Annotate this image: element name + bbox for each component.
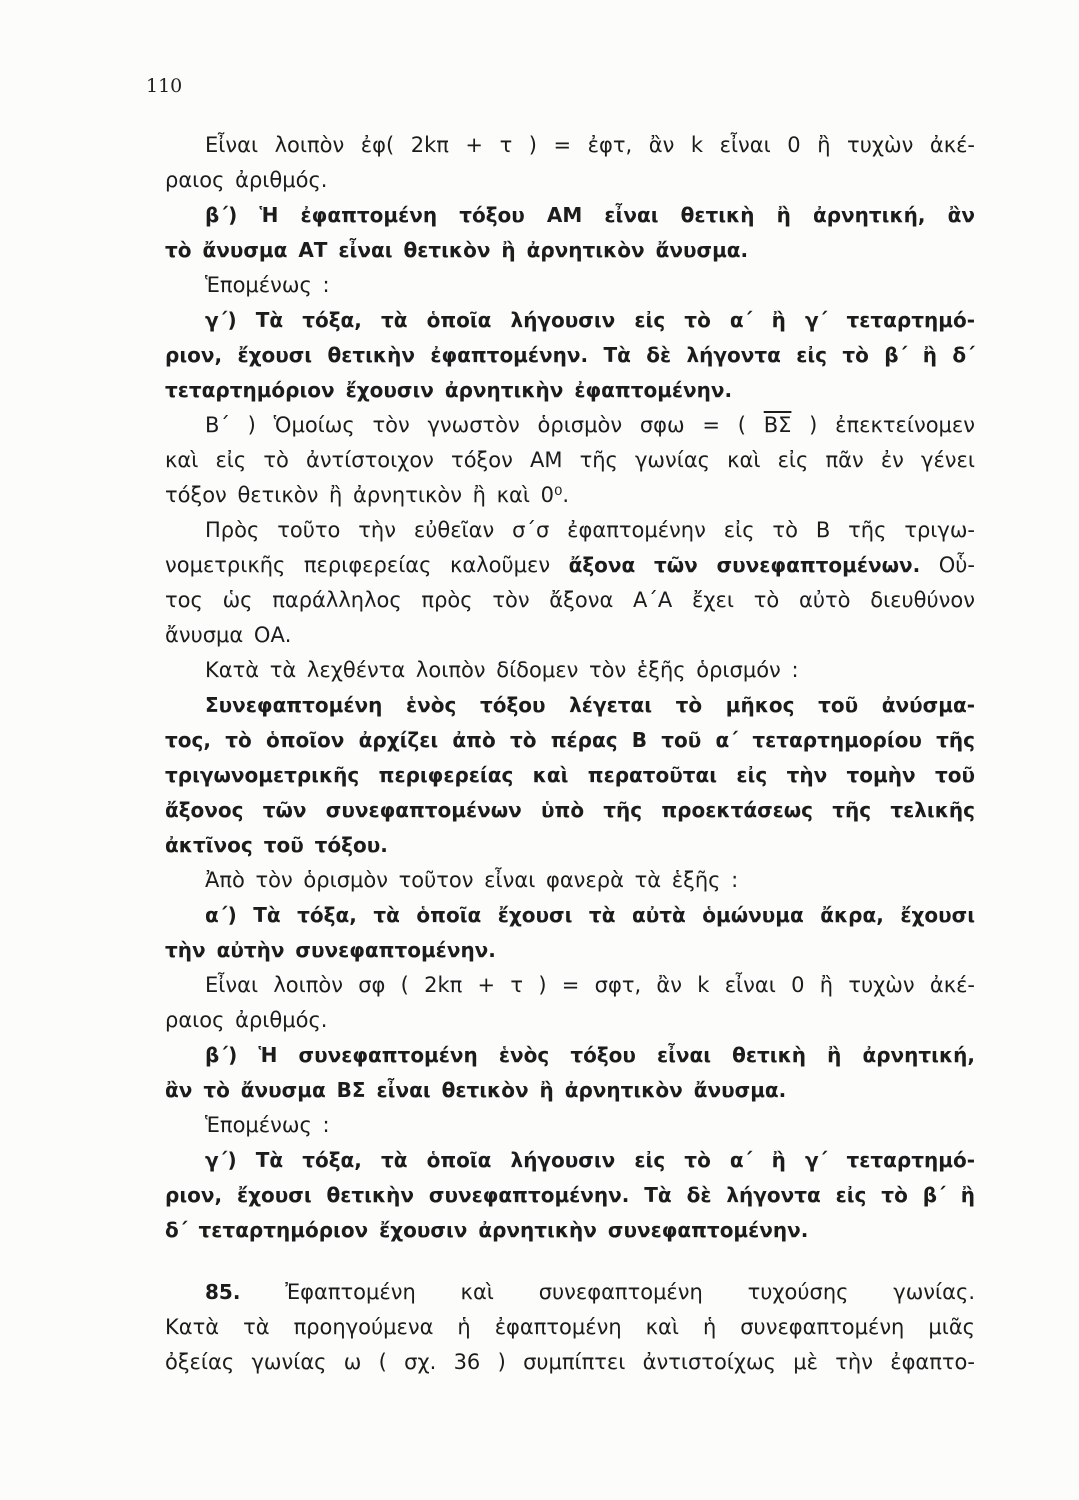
text-line: τος ὡς παράλληλος πρὸς τὸν ἄξονα Α΄Α ἔχει τὸ αὐτὸ διευθύνον (165, 588, 975, 612)
text-line: ὀξείας γωνίας ω ( σχ. 36 ) συμπίπτει ἀντιστοίχως μὲ τὴν ἐφαπτο- (165, 1350, 975, 1374)
bold-text-line: τὴν αὐτὴν συνεφαπτομένην. (165, 938, 496, 962)
text-segment: ) ἐπεκτείνομεν (791, 413, 975, 437)
text-line: ἄνυσμα ΟΑ. (165, 623, 292, 647)
bold-text-line: α΄) Τὰ τόξα, τὰ ὁποῖα ἔχουσι τὰ αὐτὰ ὁμώνυμα ἄκρα, ἔχουσι (205, 903, 975, 927)
section-heading (165, 1275, 975, 1310)
overlined-vector-term: $\overline{B\Sigma}$ (763, 413, 792, 437)
text-line: Ἑπομένως : (205, 1113, 330, 1137)
bold-text-line: γ΄) Τὰ τόξα, τὰ ὁποῖα λήγουσιν εἰς τὸ α΄ ἢ γ΄ τεταρτημό- (205, 1148, 975, 1172)
text-line: ραιος ἀριθμός. (165, 168, 328, 192)
page-body-text (165, 128, 975, 1380)
bold-text-line: β΄) Ἡ ἐφαπτομένη τόξου ΑΜ εἶναι θετικὴ ἢ ἀρνητική, ἂν (205, 203, 975, 227)
section-title: Ἐφαπτομένη καὶ συνεφαπτομένη τυχούσης γωνίας. (240, 1280, 975, 1304)
text-line: Εἶναι λοιπὸν ἐφ( 2kπ + τ ) = ἐφτ, ἂν k εἶναι 0 ἢ τυχὼν ἀκέ- (205, 133, 975, 157)
text-line: τόξον θετικὸν ἢ ἀρνητικὸν ἢ καὶ 0⁰. (165, 483, 570, 507)
text-line: Ἀπὸ τὸν ὁρισμὸν τοῦτον εἶναι φανερὰ τὰ ἑξῆς : (205, 868, 739, 892)
text-line (165, 408, 975, 443)
bold-text-line: ριον, ἔχουσι θετικὴν ἐφαπτομένην. Τὰ δὲ λήγοντα εἰς τὸ β΄ ἢ δ΄ (165, 343, 975, 367)
text-line: Πρὸς τοῦτο τὴν εὐθεῖαν σ΄σ ἐφαπτομένην εἰς τὸ Β τῆς τριγω- (205, 518, 975, 542)
bold-text-line: ἂν τὸ ἄνυσμα ΒΣ εἶναι θετικὸν ἢ ἀρνητικὸν ἄνυσμα. (165, 1078, 787, 1102)
bold-text-line: ριον, ἔχουσι θετικὴν συνεφαπτομένην. Τὰ δὲ λήγοντα εἰς τὸ β΄ ἢ (165, 1183, 975, 1207)
text-segment: νομετρικῆς περιφερείας καλοῦμεν (165, 553, 569, 577)
text-line: καὶ εἰς τὸ ἀντίστοιχον τόξον ΑΜ τῆς γωνίας καὶ εἰς πᾶν ἐν γένει (165, 448, 975, 472)
bold-text-line: τὸ ἄνυσμα ΑΤ εἶναι θετικὸν ἢ ἀρνητικὸν ἄνυσμα. (165, 238, 749, 262)
bold-term: ἄξονα τῶν συνεφαπτομένων. (568, 553, 921, 577)
bold-text-line: γ΄) Τὰ τόξα, τὰ ὁποῖα λήγουσιν εἰς τὸ α΄ ἢ γ΄ τεταρτημό- (205, 308, 975, 332)
page-number: 110 (146, 75, 183, 97)
text-line (165, 548, 975, 583)
definition-line: ἀκτῖνος τοῦ τόξου. (165, 833, 388, 857)
text-line: ραιος ἀριθμός. (165, 1008, 328, 1032)
section-number: 85. (205, 1280, 241, 1304)
bold-text-line: δ΄ τεταρτημόριον ἔχουσιν ἀρνητικὴν συνεφαπτομένην. (165, 1218, 809, 1242)
text-line: Κατὰ τὰ προηγούμενα ἡ ἐφαπτομένη καὶ ἡ συνεφαπτομένη μιᾶς (165, 1315, 975, 1339)
text-segment: Οὗ- (920, 553, 975, 577)
definition-line: τος, τὸ ὁποῖον ἀρχίζει ἀπὸ τὸ πέρας Β τοῦ α΄ τεταρτημορίου τῆς (165, 728, 975, 752)
bold-text-line: β΄) Ἡ συνεφαπτομένη ἑνὸς τόξου εἶναι θετικὴ ἢ ἀρνητική, (205, 1043, 975, 1067)
definition-line: Συνεφαπτομένη ἑνὸς τόξου λέγεται τὸ μῆκος τοῦ ἀνύσμα- (205, 693, 975, 717)
bold-text-line: τεταρτημόριον ἔχουσιν ἀρνητικὴν ἐφαπτομένην. (165, 378, 733, 402)
definition-line: τριγωνομετρικῆς περιφερείας καὶ περατοῦται εἰς τὴν τομὴν τοῦ (165, 763, 975, 787)
text-segment: Β΄ ) Ὁμοίως τὸν γνωστὸν ὁρισμὸν σφω = ( (205, 413, 764, 437)
text-line: Κατὰ τὰ λεχθέντα λοιπὸν δίδομεν τὸν ἑξῆς ὁρισμόν : (205, 658, 799, 682)
definition-line: ἄξονος τῶν συνεφαπτομένων ὑπὸ τῆς προεκτάσεως τῆς τελικῆς (165, 798, 975, 822)
text-line: Ἑπομένως : (205, 273, 330, 297)
text-line: Εἶναι λοιπὸν σφ ( 2kπ + τ ) = σφτ, ἂν k εἶναι 0 ἢ τυχὼν ἀκέ- (205, 973, 975, 997)
